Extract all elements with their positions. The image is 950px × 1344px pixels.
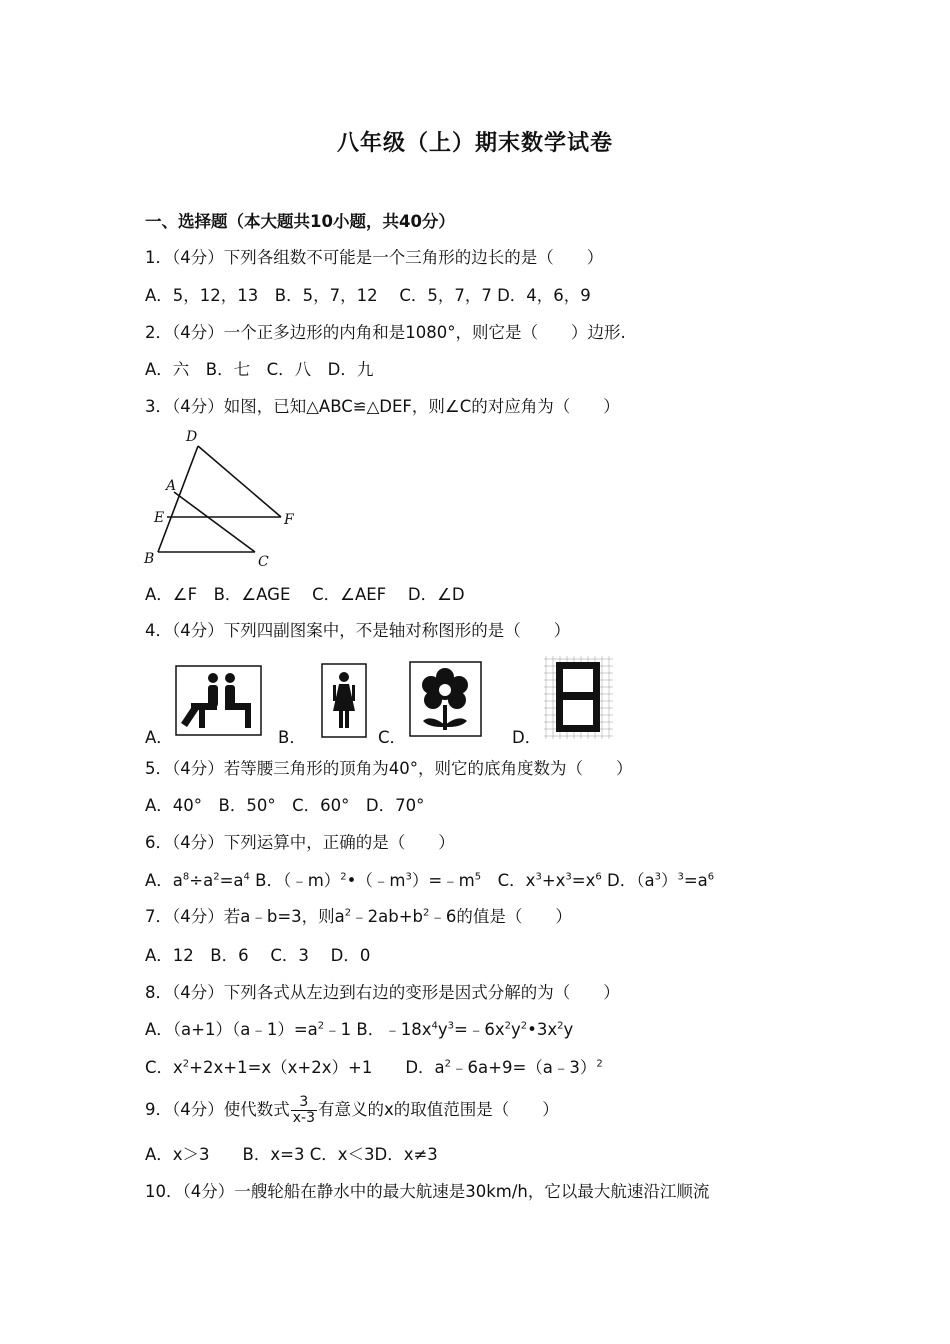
q1-stem: 1．（4分）下列各组数不可能是一个三角形的边长的是（ ） <box>145 248 604 267</box>
triangle-figure <box>140 426 310 574</box>
label-f: F <box>284 512 294 528</box>
q3-options: A．∠F B．∠AGE C．∠AEF D．∠D <box>145 585 465 604</box>
q4-label-c: C． <box>378 728 407 747</box>
grid-figure-icon <box>544 656 613 739</box>
label-e: E <box>154 510 165 526</box>
label-a: A <box>166 478 177 494</box>
q6-options: A．$a^8\div a^2=a^4$ B．$(﹣m)^2•(﹣m^3)=﹣m^5$ C．$x^3+x^3=x^6$ D．$(a^3)^3=a^6$ <box>145 871 715 890</box>
q9-stem: 9．（4分）使代数式 $\frac{3}{x-3}$ 有意义的x的取值范围是（ ） <box>145 1094 559 1126</box>
q3-stem: 3．（4分）如图，已知△ABC≌△DEF，则∠C的对应角为（ ） <box>145 397 620 416</box>
q8-options-ab: A．$(a+1)(a﹣1)=a^2﹣1$ B．$﹣18x^4y^3=﹣6x^2y^2•3x^2y$ <box>145 1020 574 1039</box>
section-heading: 一、选择题（本大题共10小题，共40分） <box>145 212 455 231</box>
q1-options: A．5，12，13 B．5，7，12 C．5，7，7 D．4，6，9 <box>145 286 591 305</box>
q4-label-b: B． <box>278 728 306 747</box>
q6-stem: 6．（4分）下列运算中，正确的是（ ） <box>145 833 455 852</box>
q2-stem: 2．（4分）一个正多边形的内角和是1080°，则它是（ ）边形. <box>145 323 626 342</box>
label-c: C <box>258 554 269 570</box>
page-title: 八年级（上）期末数学试卷 <box>336 131 613 156</box>
q4-label-a: A． <box>145 728 173 747</box>
label-b: B <box>144 551 155 567</box>
q7-stem: 7．（4分）若a﹣b=3，则$a^2﹣2ab+b^2﹣6$的值是（ ） <box>145 907 572 926</box>
q5-options: A．40° B．50° C．60° D．70° <box>145 796 425 815</box>
q8-stem: 8．（4分）下列各式从左边到右边的变形是因式分解的为（ ） <box>145 983 620 1002</box>
q10-stem: 10．（4分）一艘轮船在静水中的最大航速是30km/h，它以最大航速沿江顺流 <box>145 1182 710 1201</box>
flower-icon <box>409 661 482 737</box>
q5-stem: 5．（4分）若等腰三角形的顶角为40°，则它的底角度数为（ ） <box>145 759 633 778</box>
woman-icon <box>321 663 367 738</box>
q4-stem: 4．（4分）下列四副图案中，不是轴对称图形的是（ ） <box>145 621 571 640</box>
q4-label-d: D． <box>512 728 542 747</box>
q7-options: A．12 B．6 C．3 D．0 <box>145 946 371 965</box>
q9-options: A．x＞3 B．x=3 C．x＜3D．x≠3 <box>145 1145 438 1164</box>
q9-fraction: $\frac{3}{x-3}$ <box>292 1094 315 1126</box>
q2-options: A．六 B．七 C．八 D．九 <box>145 360 374 379</box>
bench-people-icon <box>175 665 262 736</box>
label-d: D <box>186 429 198 445</box>
q8-options-cd: C．$x^2+2x+1=x(x+2x)+1$ D．$a^2﹣6a+9=(a﹣3)^2$ <box>145 1058 603 1077</box>
